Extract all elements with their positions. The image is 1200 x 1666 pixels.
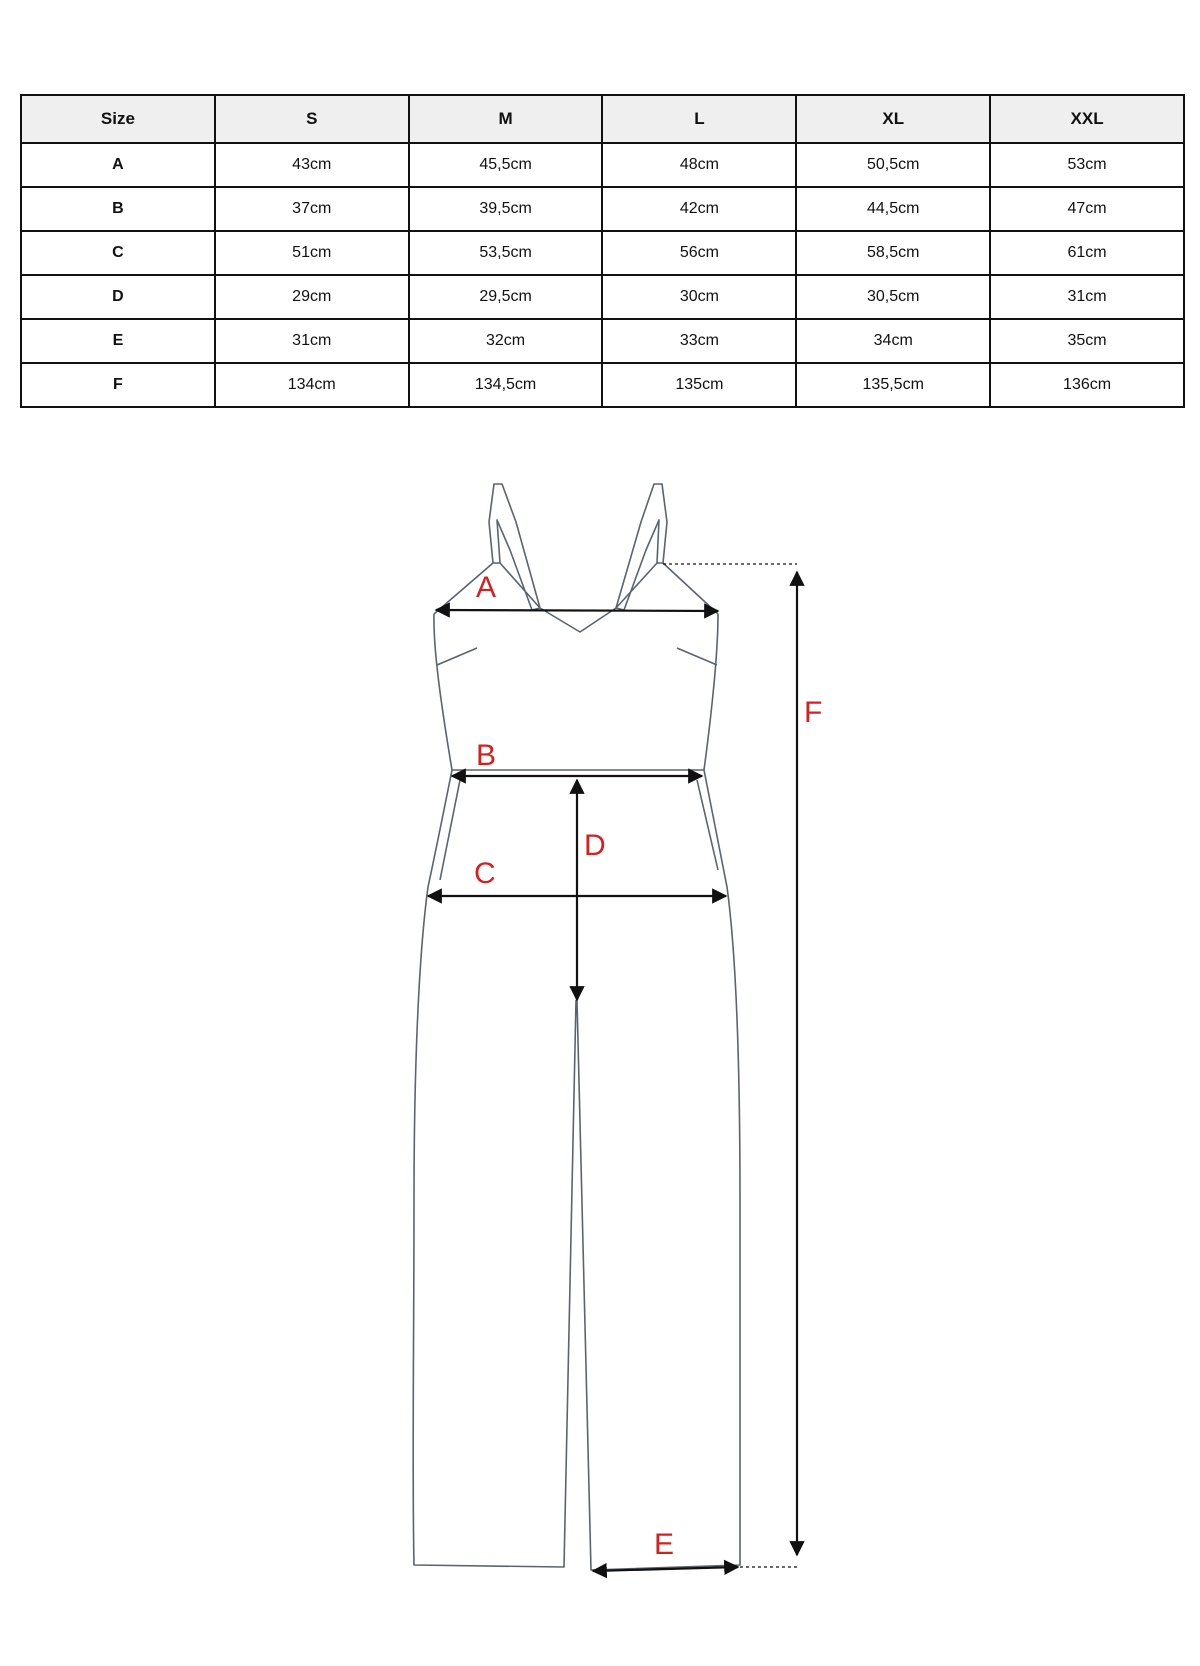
size-chart-table (20, 94, 1185, 408)
table-cell: 136cm (990, 363, 1184, 407)
table-row (21, 143, 1184, 187)
right-strap (616, 484, 667, 610)
right-leg (577, 887, 740, 1570)
measurement-arrows (428, 572, 797, 1571)
row-label: A (21, 143, 215, 187)
table-header-row (21, 95, 1184, 143)
table-cell: 30cm (602, 275, 796, 319)
left-strap (489, 484, 540, 610)
row-label: C (21, 231, 215, 275)
table-cell: 53cm (990, 143, 1184, 187)
label-b: B (476, 739, 497, 772)
left-pocket (440, 780, 460, 880)
table-cell: 39,5cm (409, 187, 603, 231)
table-cell: 43cm (215, 143, 409, 187)
table-row (21, 275, 1184, 319)
table-cell: 50,5cm (796, 143, 990, 187)
table-cell: 135,5cm (796, 363, 990, 407)
row-label: D (21, 275, 215, 319)
table-cell: 42cm (602, 187, 796, 231)
right-hip (704, 770, 727, 887)
label-d: D (584, 829, 606, 862)
table-cell: 135cm (602, 363, 796, 407)
table-cell: 45,5cm (409, 143, 603, 187)
table-cell: 31cm (990, 275, 1184, 319)
row-label: B (21, 187, 215, 231)
label-e: E (654, 1528, 675, 1561)
label-f: F (804, 696, 823, 729)
arrow-a (436, 610, 718, 611)
table-cell: 30,5cm (796, 275, 990, 319)
column-header: Size (21, 95, 215, 143)
table-cell: 32cm (409, 319, 603, 363)
table-cell: 51cm (215, 231, 409, 275)
measurement-letters (474, 571, 822, 1561)
table-cell: 47cm (990, 187, 1184, 231)
table-cell: 56cm (602, 231, 796, 275)
jumpsuit-measurement-diagram (0, 440, 1200, 1666)
left-leg (413, 887, 576, 1567)
table-cell: 44,5cm (796, 187, 990, 231)
table-cell: 53,5cm (409, 231, 603, 275)
table-cell: 134,5cm (409, 363, 603, 407)
label-c: C (474, 857, 496, 890)
table-cell: 37cm (215, 187, 409, 231)
right-dart (677, 648, 717, 665)
column-header: XL (796, 95, 990, 143)
table-cell: 29,5cm (409, 275, 603, 319)
table-cell: 35cm (990, 319, 1184, 363)
table-cell: 134cm (215, 363, 409, 407)
table-cell: 31cm (215, 319, 409, 363)
table-cell: 29cm (215, 275, 409, 319)
table-cell: 34cm (796, 319, 990, 363)
bodice-left-side (434, 614, 452, 770)
table-row (21, 319, 1184, 363)
table-row (21, 231, 1184, 275)
table-cell: 58,5cm (796, 231, 990, 275)
guide-lines (663, 564, 797, 1567)
column-header: L (602, 95, 796, 143)
table-cell: 48cm (602, 143, 796, 187)
column-header: S (215, 95, 409, 143)
left-dart (437, 648, 477, 665)
column-header: XXL (990, 95, 1184, 143)
row-label: F (21, 363, 215, 407)
label-a: A (476, 571, 497, 604)
table-cell: 33cm (602, 319, 796, 363)
table-row (21, 187, 1184, 231)
table-row (21, 363, 1184, 407)
table-cell: 61cm (990, 231, 1184, 275)
jumpsuit-diagram-svg (0, 440, 1200, 1666)
column-header: M (409, 95, 603, 143)
jumpsuit-outline (413, 484, 740, 1570)
bodice-right-side (704, 614, 718, 770)
row-label: E (21, 319, 215, 363)
left-hip (428, 770, 452, 887)
